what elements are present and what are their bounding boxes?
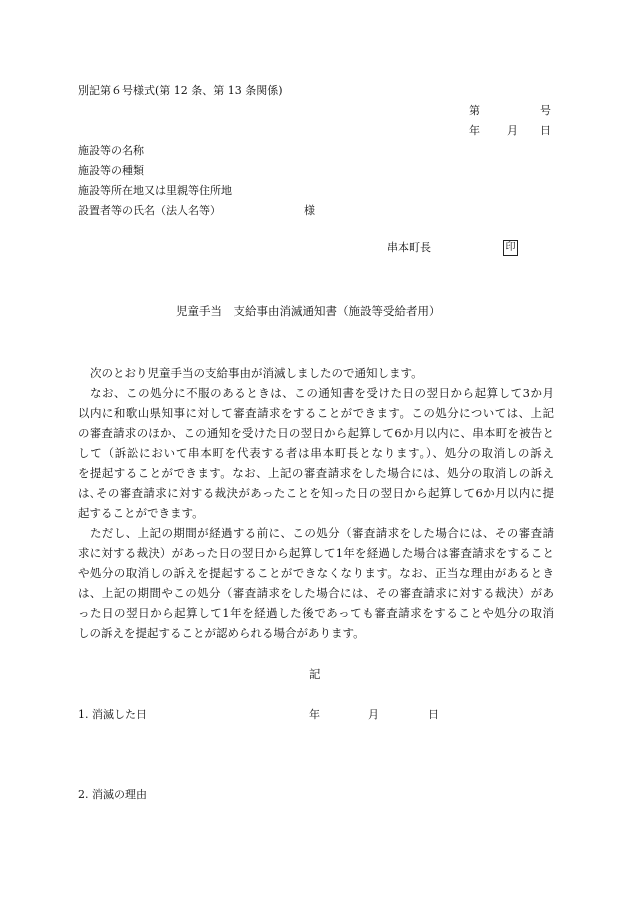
date-day-label: 日 [540, 124, 551, 137]
item1-label: 1. 消滅した日 [78, 708, 147, 721]
body-line: 以内に和歌山県知事に対して審査請求をすることができます。この処分については、上記 [78, 406, 554, 420]
facility-address-label: 施設等所在地又は里親等住所地 [78, 184, 232, 197]
doc-number-prefix: 第 [469, 104, 480, 117]
doc-number-suffix: 号 [540, 104, 551, 117]
facility-type-label: 施設等の種類 [78, 164, 144, 177]
item1-year: 年 [309, 708, 320, 721]
item1-day: 日 [428, 708, 439, 721]
document-title: 児童手当 支給事由消滅通知書（施設等受給者用） [176, 304, 441, 318]
issuer-title: 串本町長 [387, 241, 431, 254]
body-line: 起することができます。 [78, 506, 204, 520]
form-reference: 別記第６号様式(第 12 条、第 13 条関係) [78, 84, 283, 97]
facility-name-label: 施設等の名称 [78, 144, 144, 157]
body-line: ただし、上記の期間が経過する前に、この処分（審査請求をした場合には、その審査請 [90, 526, 554, 540]
body-line: を提起することができます。なお、上記の審査請求をした場合には、処分の取消しの訴え [78, 466, 554, 480]
body-line: った日の翌日から起算して1年を経過した後であっても審査請求をすることや処分の取消 [78, 606, 554, 620]
date-year-label: 年 [469, 124, 480, 137]
honorific-sama: 様 [304, 204, 315, 217]
body-line: は、上記の期間やこの処分（審査請求をした場合には、その審査請求に対する裁決）があ [78, 586, 554, 600]
item2-label: 2. 消滅の理由 [78, 788, 147, 801]
ki-heading: 記 [309, 667, 321, 681]
founder-name-label: 設置者等の氏名（法人名等） [78, 204, 221, 217]
body-line: の審査請求のほか、この通知を受けた日の翌日から起算して6か月以内に、串本町を被告と [78, 426, 554, 440]
seal-stamp: 印 [503, 240, 518, 256]
body-line: しの訴えを提起することが認められる場合があります。 [78, 626, 365, 640]
date-month-label: 月 [507, 124, 518, 137]
body-line: 次のとおり児童手当の支給事由が消滅しましたので通知します。 [90, 366, 423, 380]
body-line: や処分の取消しの訴えを提起することができなくなります。なお、正当な理由があるとき [78, 566, 554, 580]
body-line: 求に対する裁決）があった日の翌日から起算して1年を経過した場合は審査請求をすること [78, 546, 554, 560]
body-line: して（訴訟において串本町を代表する者は串本町長となります。）、処分の取消しの訴え [78, 446, 554, 460]
body-line: は､その審査請求に対する裁決があったことを知った日の翌日から起算して6か月以内に提 [78, 486, 554, 500]
body-line: なお、この処分に不服のあるときは、この通知書を受けた日の翌日から起算して3か月 [90, 386, 554, 400]
item1-month: 月 [368, 708, 379, 721]
